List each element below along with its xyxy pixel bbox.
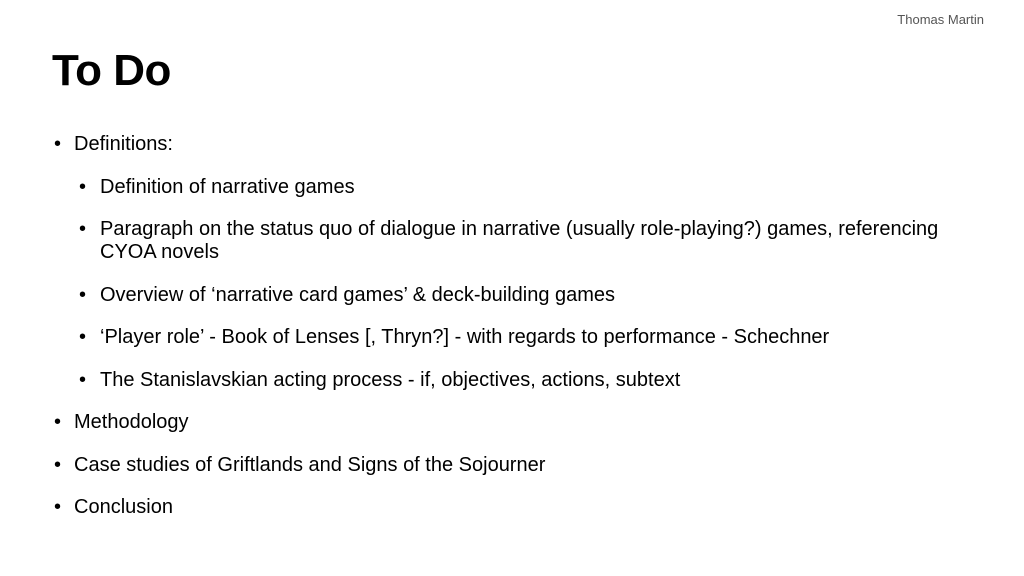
sub-bullet-item-stanislavskian-process [52, 369, 972, 392]
bullet-text: Case studies of Griftlands and Signs of the Sojourner [74, 453, 546, 476]
bullet-icon: • [79, 218, 87, 240]
sub-bullet-item-card-games-overview [52, 284, 972, 307]
sub-bullet-item-player-role [52, 326, 972, 349]
bullet-item-methodology [52, 411, 972, 434]
bullet-text: Overview of ‘narrative card games’ & deck-building games [100, 283, 616, 306]
bullet-text: Definition of narrative games [100, 175, 355, 198]
bullet-item-definitions [52, 133, 972, 156]
bullet-text: Methodology [74, 411, 189, 433]
bullet-icon: • [79, 175, 87, 198]
bullet-text: Paragraph on the status quo of dialogue in narrative (usually role-playing?) games, referencing CYOA novels [100, 218, 939, 263]
bullet-item-conclusion [52, 496, 972, 519]
author-name: Thomas Martin [897, 12, 984, 27]
bullet-item-case-studies [52, 454, 972, 477]
bullet-icon: • [54, 133, 62, 155]
bullet-icon: • [79, 368, 87, 391]
bullet-icon: • [79, 326, 87, 348]
bullet-text: The Stanislavskian acting process - if, objectives, actions, subtext [100, 368, 681, 391]
bullet-text: Conclusion [74, 496, 173, 518]
bullet-icon: • [54, 496, 62, 518]
sub-bullet-item-narrative-games [52, 176, 972, 199]
sub-bullet-item-dialogue-status-quo [52, 218, 972, 264]
slide-title: To Do [52, 46, 171, 95]
bullet-list [52, 133, 972, 539]
bullet-icon: • [54, 411, 62, 433]
bullet-icon: • [54, 453, 62, 476]
bullet-text: ‘Player role’ - Book of Lenses [, Thryn?] - with regards to performance - Schechner [100, 326, 830, 348]
bullet-text: Definitions: [74, 133, 173, 155]
bullet-icon: • [79, 283, 87, 306]
